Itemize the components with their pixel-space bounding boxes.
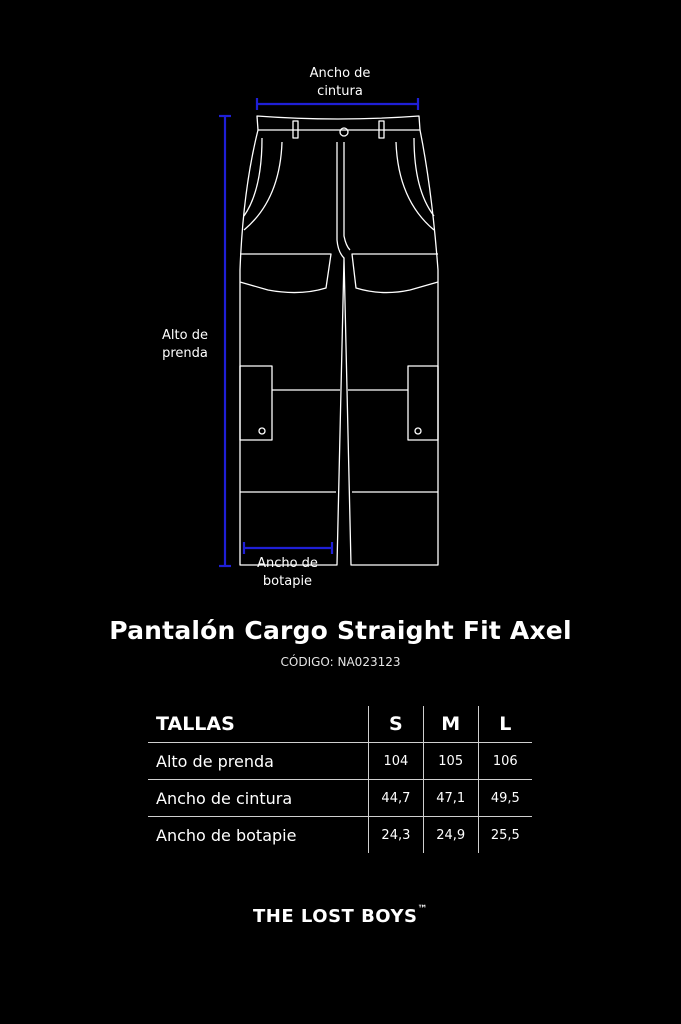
table-row	[148, 743, 532, 780]
length-label: Alto de prenda	[162, 328, 208, 361]
size-l-header: L	[478, 706, 532, 743]
row-value: 104	[369, 743, 424, 780]
row-value: 49,5	[478, 780, 532, 817]
trademark-symbol: ™	[417, 904, 428, 915]
table-row	[148, 817, 532, 854]
row-value: 44,7	[369, 780, 424, 817]
size-m-header: M	[423, 706, 478, 743]
size-table-header	[148, 706, 532, 743]
product-code: CÓDIGO: NA023123	[280, 655, 401, 669]
row-label: Ancho de cintura	[148, 780, 369, 817]
size-table	[148, 706, 532, 853]
hem-label: Ancho de botapie	[257, 556, 318, 589]
row-value: 24,3	[369, 817, 424, 854]
brand-logo	[0, 906, 681, 927]
pants-outline	[240, 116, 438, 565]
row-value: 105	[423, 743, 478, 780]
brand-name: THE LOST BOYS	[253, 906, 418, 927]
row-label: Alto de prenda	[156, 751, 274, 771]
table-row	[148, 780, 532, 817]
size-s-header: S	[369, 706, 424, 743]
row-value: 24,9	[423, 817, 478, 854]
product-title: Pantalón Cargo Straight Fit Axel	[109, 616, 572, 645]
row-value: 106	[478, 743, 532, 780]
row-value: 25,5	[478, 817, 532, 854]
row-label: Ancho de botapie	[148, 817, 369, 854]
row-value: 47,1	[423, 780, 478, 817]
measurement-lines	[219, 98, 418, 566]
waist-label: Ancho de cintura	[309, 66, 371, 99]
sizes-header: TALLAS	[148, 706, 369, 743]
